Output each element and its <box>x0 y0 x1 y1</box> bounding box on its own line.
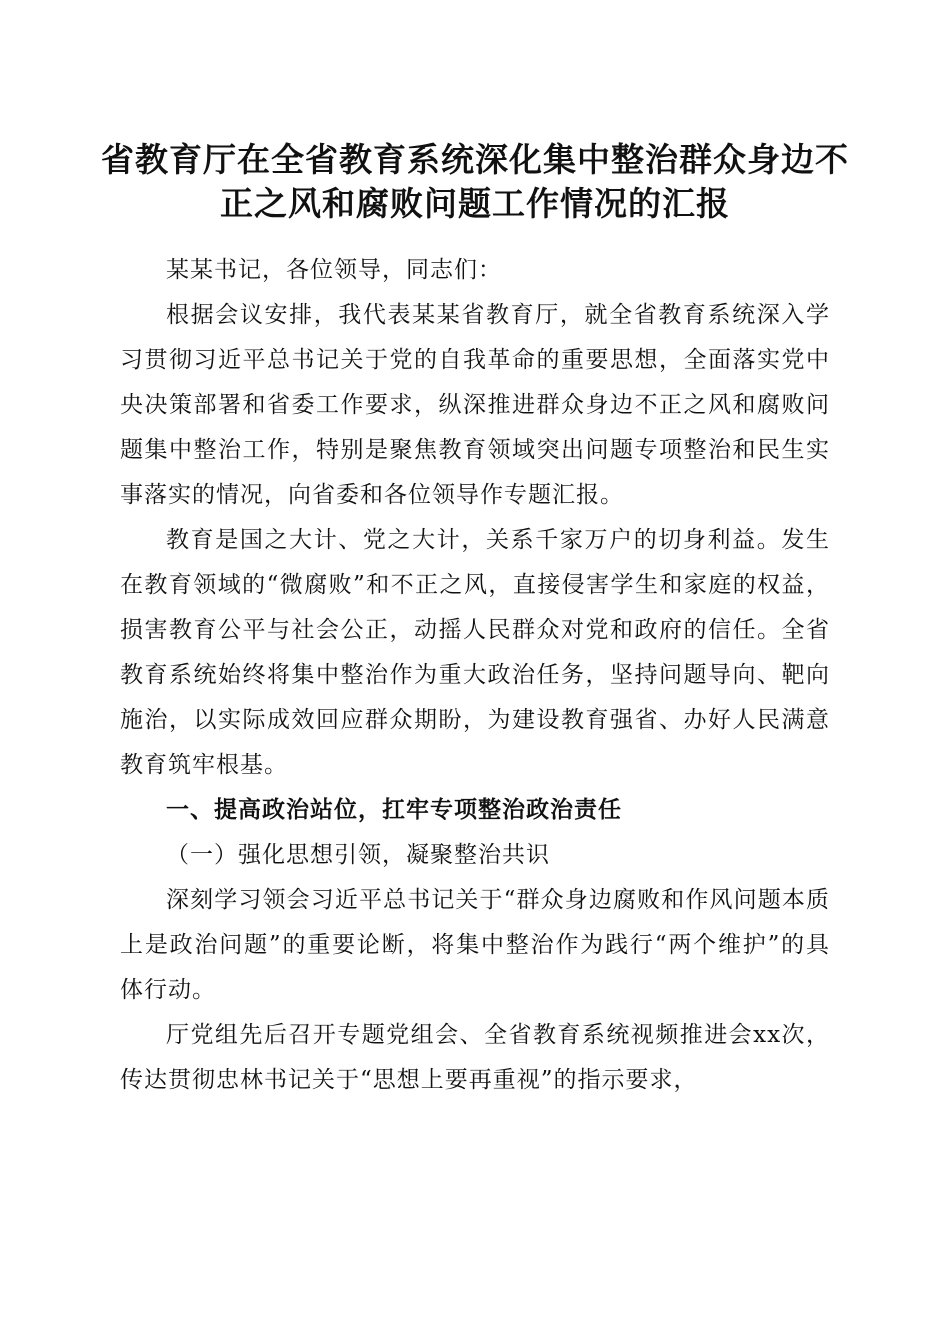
paragraph-meetings: 厅党组先后召开专题党组会、全省教育系统视频推进会xx次，传达贯彻忠林书记关于“思想上要再重视”的指示要求， <box>120 1022 830 1093</box>
paragraph-background: 教育是国之大计、党之大计，关系千家万户的切身利益。发生在教育领域的“微腐败”和不正之风，直接侵害学生和家庭的权益，损害教育公平与社会公正，动摇人民群众对党和政府的信任。全省教育系统始终将集中整治作为重大政治任务，坚持问题导向、靶向施治，以实际成效回应群众期盼，为建设教育强省、办好人民满意教育筑牢根基。 <box>120 527 830 778</box>
section-heading-1: 一、提高政治站位，扛牢专项整治政治责任 <box>166 797 622 823</box>
paragraph-study: 深刻学习领会习近平总书记关于“群众身边腐败和作风问题本质上是政治问题”的重要论断，将集中整治作为践行“两个维护”的具体行动。 <box>120 887 830 1003</box>
document-title: 省教育厅在全省教育系统深化集中整治群众身边不正之风和腐败问题工作情况的汇报 <box>101 140 849 223</box>
document-body <box>120 248 830 1103</box>
subsection-heading-1: （一）强化思想引领，凝聚整治共识 <box>166 842 550 868</box>
salutation: 某某书记，各位领导，同志们： <box>166 257 502 283</box>
paragraph-intro: 根据会议安排，我代表某某省教育厅，就全省教育系统深入学习贯彻习近平总书记关于党的自我革命的重要思想，全面落实党中央决策部署和省委工作要求，纵深推进群众身边不正之风和腐败问题集中整治工作，特别是聚焦教育领域突出问题专项整治和民生实事落实的情况，向省委和各位领导作专题汇报。 <box>120 302 830 508</box>
